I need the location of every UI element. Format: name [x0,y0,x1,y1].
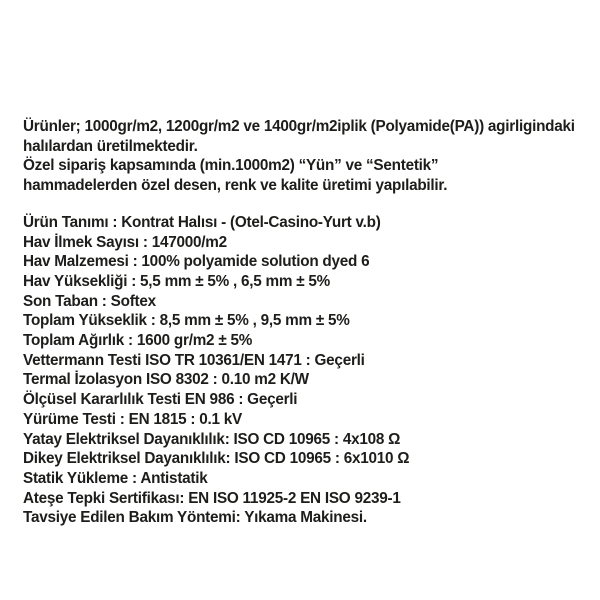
spec-line: Toplam Ağırlık : 1600 gr/m2 ± 5% [23,332,253,350]
intro-line: hammadelerden özel desen, renk ve kalite üretimi yapılabilir. [23,177,448,195]
spec-line: Dikey Elektriksel Dayanıklılık: ISO CD 10965 : 6x1010 Ω [23,450,410,468]
spec-line: Ölçüsel Kararlılık Testi EN 986 : Geçerli [23,391,298,409]
spec-line: Yatay Elektriksel Dayanıklılık: ISO CD 10965 : 4x108 Ω [23,430,401,448]
spec-line: Hav Yüksekliği : 5,5 mm ± 5% , 6,5 mm ± 5% [23,272,330,290]
spec-line: Hav İlmek Sayısı : 147000/m2 [23,233,227,251]
spec-line: Ürün Tanımı : Kontrat Halısı - (Otel-Casino-Yurt v.b) [23,213,381,231]
product-spec-document [23,117,585,528]
intro-line: halılardan üretilmektedir. [23,137,198,155]
spec-line: Tavsiye Edilen Bakım Yöntemi: Yıkama Makinesi. [23,509,367,527]
spec-line: Hav Malzemesi : 100% polyamide solution dyed 6 [23,253,370,271]
spec-list [23,213,585,528]
spec-line: Termal İzolasyon ISO 8302 : 0.10 m2 K/W [23,371,309,389]
spec-line: Statik Yükleme : Antistatik [23,469,208,487]
intro-paragraph [23,117,585,196]
spec-line: Ateşe Tepki Sertifikası: EN ISO 11925-2 EN ISO 9239-1 [23,489,401,507]
intro-line: Ürünler; 1000gr/m2, 1200gr/m2 ve 1400gr/m2iplik (Polyamide(PA)) agirligindaki [23,118,575,135]
spec-line: Toplam Yükseklik : 8,5 mm ± 5% , 9,5 mm ± 5% [23,312,350,330]
intro-line: Özel sipariş kapsamında (min.1000m2) “Yün” ve “Sentetik” [23,157,439,175]
spec-line: Son Taban : Softex [23,292,156,310]
spec-line: Vettermann Testi ISO TR 10361/EN 1471 : Geçerli [23,351,365,369]
spec-line: Yürüme Testi : EN 1815 : 0.1 kV [23,410,242,428]
